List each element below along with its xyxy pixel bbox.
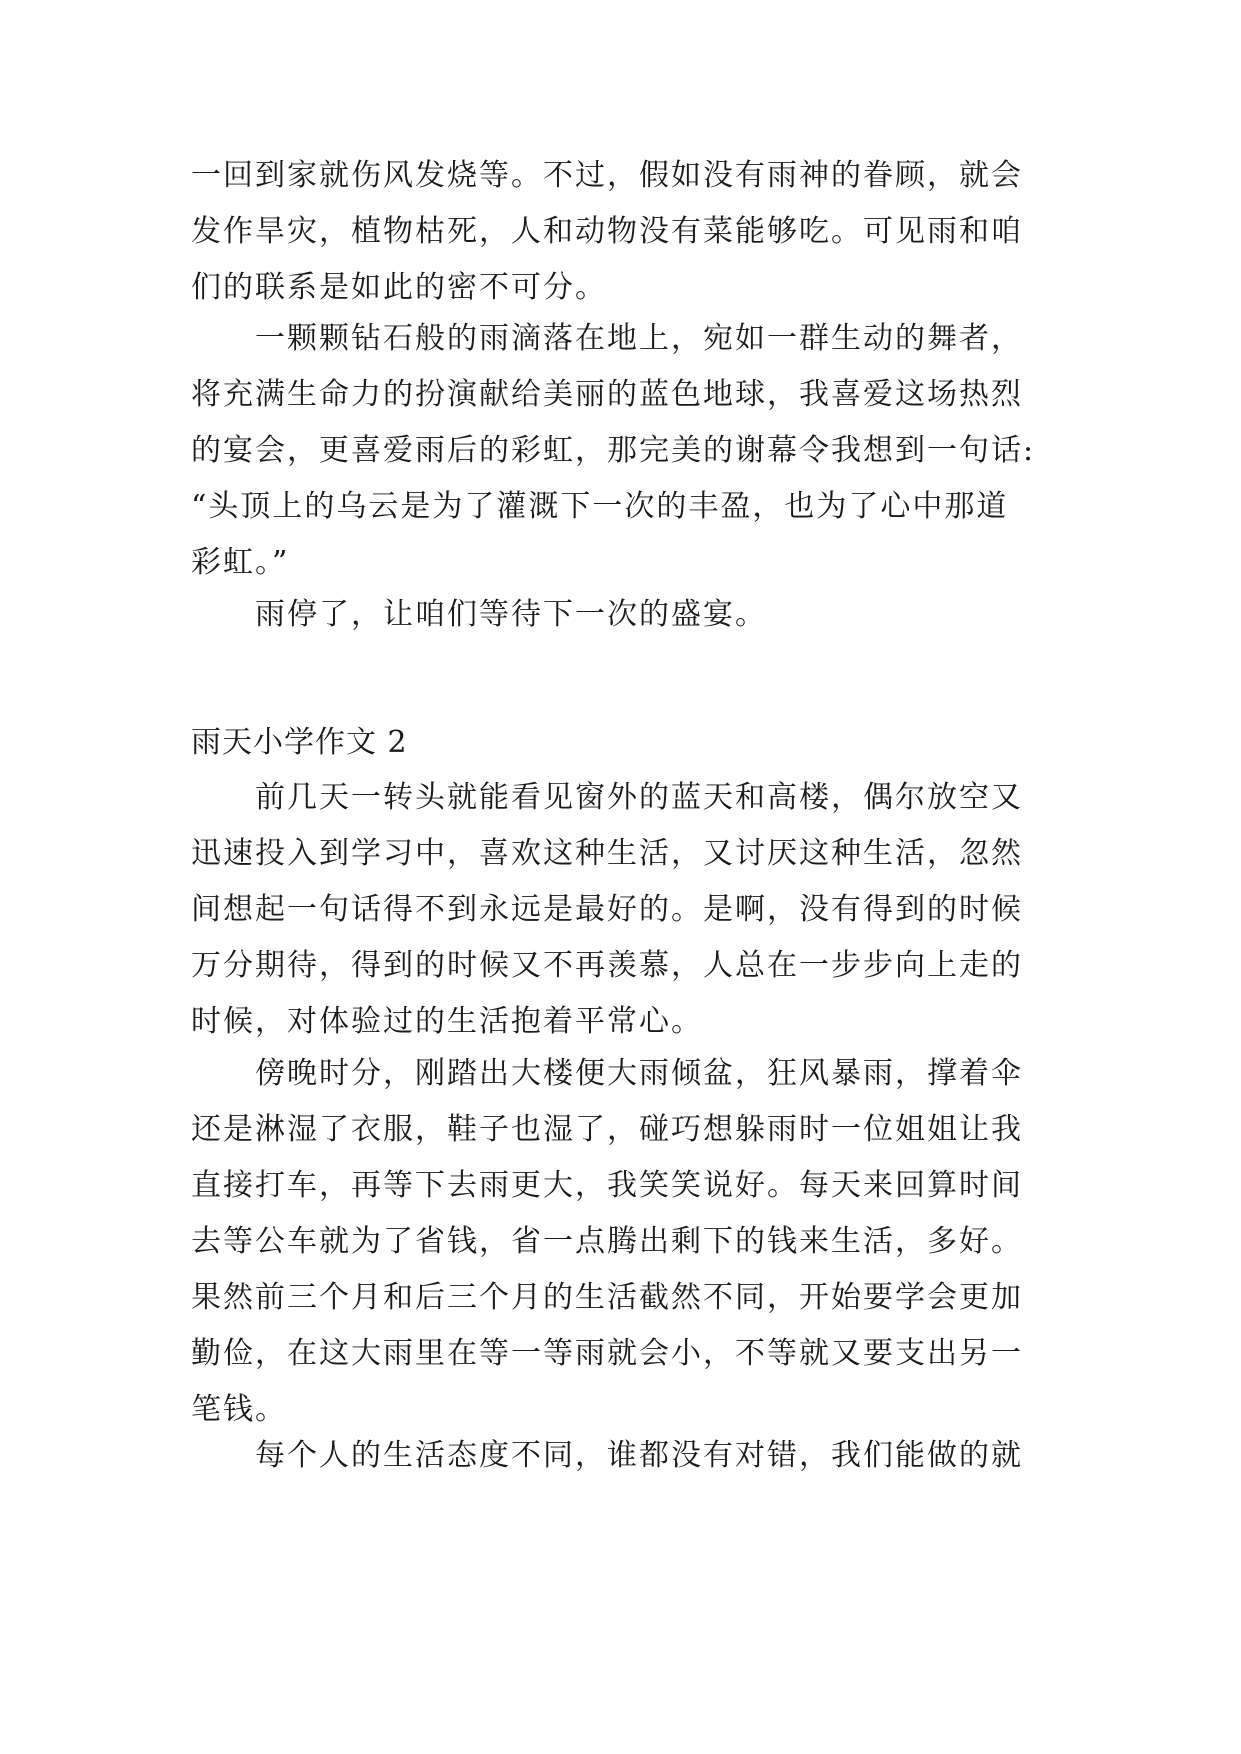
text-line: 一回到家就伤风发烧等。不过，假如没有雨神的眷顾，就会: [191, 158, 1023, 193]
text-line: 去等公车就为了省钱，省一点腾出剩下的钱来生活，多好。: [191, 1224, 1023, 1259]
text-line: 果然前三个月和后三个月的生活截然不同，开始要学会更加: [191, 1280, 1023, 1315]
paragraph-diamond-raindrops: [191, 311, 1053, 591]
paragraph-evening-rain: [191, 1046, 1053, 1438]
text-line: 们的联系是如此的密不可分。: [191, 270, 607, 305]
paragraph-few-days-ago: [191, 770, 1053, 1050]
text-line: 发作旱灾，植物枯死，人和动物没有菜能够吃。可见雨和咱: [191, 214, 1023, 249]
text-line: 傍晚时分，刚踏出大楼便大雨倾盆，狂风暴雨，撑着伞: [255, 1056, 1023, 1091]
text-line: 间想起一句话得不到永远是最好的。是啊，没有得到的时候: [191, 892, 1023, 927]
text-line: 迅速投入到学习中，喜欢这种生活，又讨厌这种生活，忽然: [191, 836, 1023, 871]
text-line: 还是淋湿了衣服，鞋子也湿了，碰巧想躲雨时一位姐姐让我: [191, 1112, 1023, 1147]
essay-heading: [191, 715, 1053, 771]
text-line: 彩虹。”: [191, 545, 290, 580]
text-line: 雨停了，让咱们等待下一次的盛宴。: [255, 597, 767, 632]
heading-text: 雨天小学作文 2: [191, 725, 408, 760]
text-line: 前几天一转头就能看见窗外的蓝天和高楼，偶尔放空又: [255, 780, 1023, 815]
text-line: 直接打车，再等下去雨更大，我笑笑说好。每天来回算时间: [191, 1168, 1023, 1203]
paragraph-rain-stopped: [191, 587, 1053, 643]
paragraph-continued: [191, 148, 1053, 316]
text-line: 一颗颗钻石般的雨滴落在地上，宛如一群生动的舞者，: [255, 321, 1023, 356]
text-line: 勤俭，在这大雨里在等一等雨就会小，不等就又要支出另一: [191, 1336, 1023, 1371]
text-line: 时候，对体验过的生活抱着平常心。: [191, 1004, 703, 1039]
text-line: 每个人的生活态度不同，谁都没有对错，我们能做的就: [255, 1438, 1023, 1473]
text-line: 万分期待，得到的时候又不再羡慕，人总在一步步向上走的: [191, 948, 1023, 983]
paragraph-life-attitude: [191, 1428, 1053, 1484]
text-line: 将充满生命力的扮演献给美丽的蓝色地球，我喜爱这场热烈: [191, 377, 1023, 412]
text-line: “头顶上的乌云是为了灌溉下一次的丰盈，也为了心中那道: [191, 489, 1009, 524]
text-line: 的宴会，更喜爱雨后的彩虹，那完美的谢幕令我想到一句话:: [191, 433, 1036, 468]
text-line: 笔钱。: [191, 1392, 287, 1427]
